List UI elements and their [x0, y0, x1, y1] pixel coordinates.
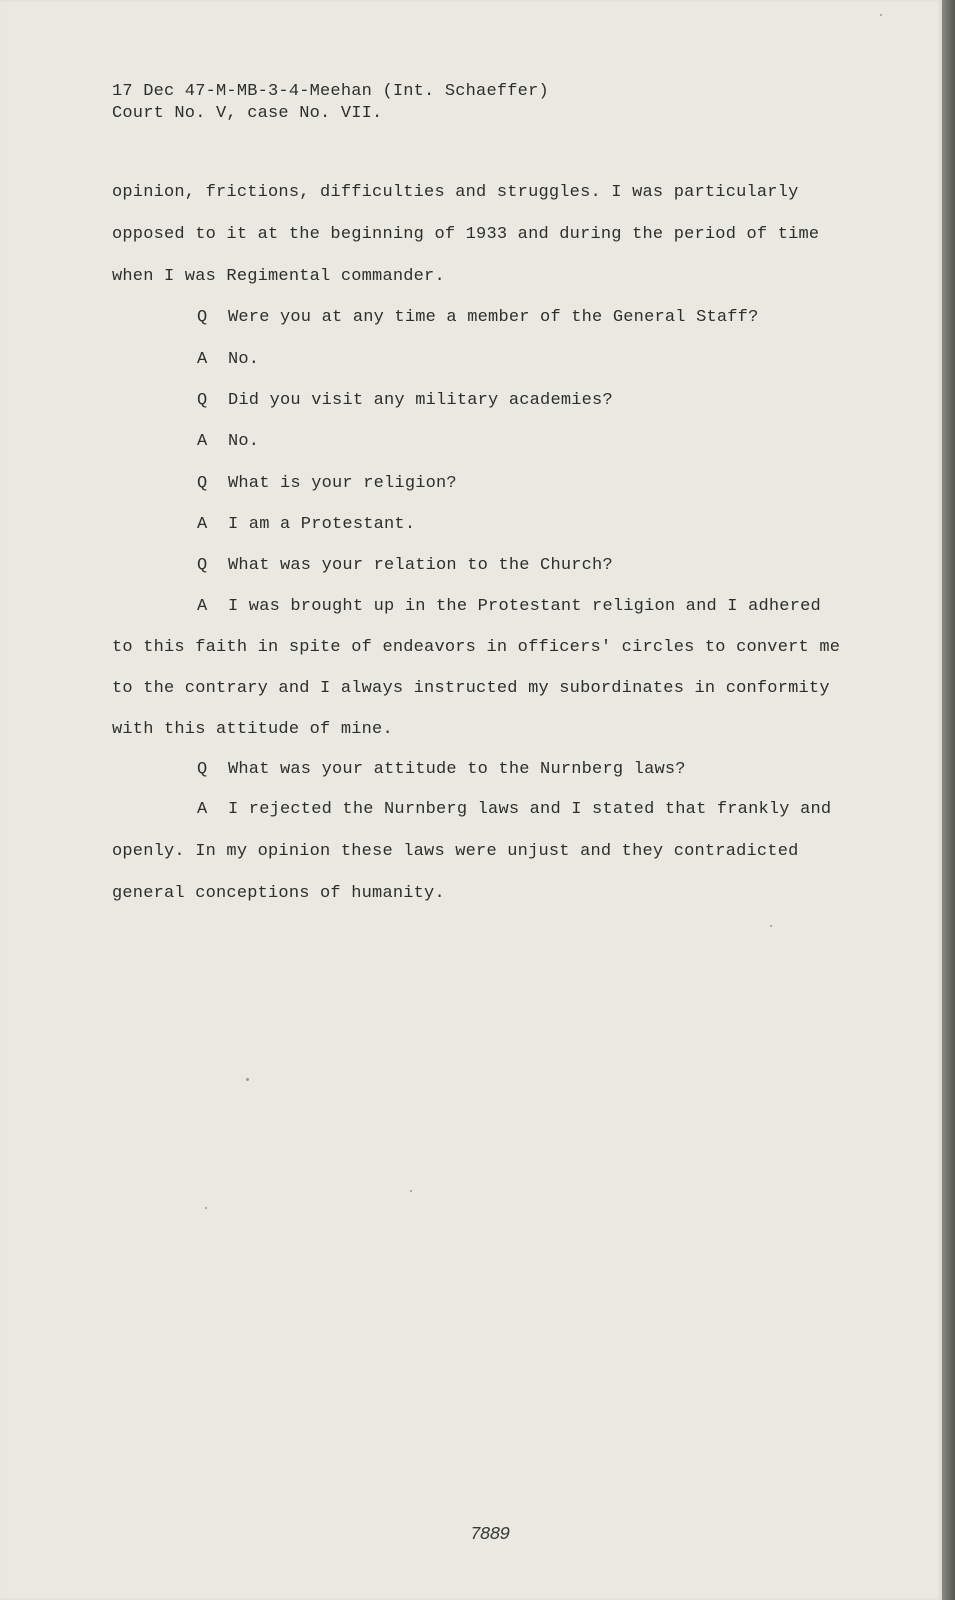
answer-text: I am a Protestant.: [228, 515, 416, 534]
header-line-2: Court No. V, case No. VII.: [112, 104, 383, 123]
paper-speck: [410, 1190, 412, 1192]
answer-marker: A: [197, 432, 208, 451]
body-line: to this faith in spite of endeavors in officers' circles to convert me: [112, 638, 841, 657]
question-marker: Q: [197, 308, 208, 327]
page-number: 7889: [470, 1525, 510, 1545]
paper-speck: [246, 1078, 249, 1081]
answer-text: No.: [228, 432, 260, 451]
answer-marker: A: [197, 800, 208, 819]
answer-marker: A: [197, 597, 208, 616]
answer-text: I was brought up in the Protestant religion and I adhered: [228, 597, 821, 616]
question-marker: Q: [197, 556, 208, 575]
body-line: opinion, frictions, difficulties and struggles. I was particularly: [112, 183, 799, 202]
body-line: to the contrary and I always instructed my subordinates in conformity: [112, 679, 830, 698]
question-text: Were you at any time a member of the General Staff?: [228, 308, 759, 327]
question-marker: Q: [197, 760, 208, 779]
paper-speck: [880, 14, 882, 16]
question-marker: Q: [197, 391, 208, 410]
body-line: opposed to it at the beginning of 1933 and during the period of time: [112, 225, 820, 244]
body-line: openly. In my opinion these laws were unjust and they contradicted: [112, 842, 799, 861]
body-line: general conceptions of humanity.: [112, 884, 445, 903]
question-text: What is your religion?: [228, 474, 457, 493]
answer-marker: A: [197, 515, 208, 534]
header-line-1: 17 Dec 47-M-MB-3-4-Meehan (Int. Schaeffer): [112, 82, 549, 101]
scan-edge: [942, 0, 955, 1600]
question-text: What was your relation to the Church?: [228, 556, 613, 575]
paper-speck: [205, 1207, 207, 1209]
question-text: What was your attitude to the Nurnberg laws?: [228, 760, 686, 779]
question-marker: Q: [197, 474, 208, 493]
answer-marker: A: [197, 350, 208, 369]
answer-text: No.: [228, 350, 260, 369]
paper-speck: [770, 925, 772, 927]
answer-text: I rejected the Nurnberg laws and I stated that frankly and: [228, 800, 832, 819]
body-line: when I was Regimental commander.: [112, 267, 445, 286]
question-text: Did you visit any military academies?: [228, 391, 613, 410]
body-line: with this attitude of mine.: [112, 720, 393, 739]
